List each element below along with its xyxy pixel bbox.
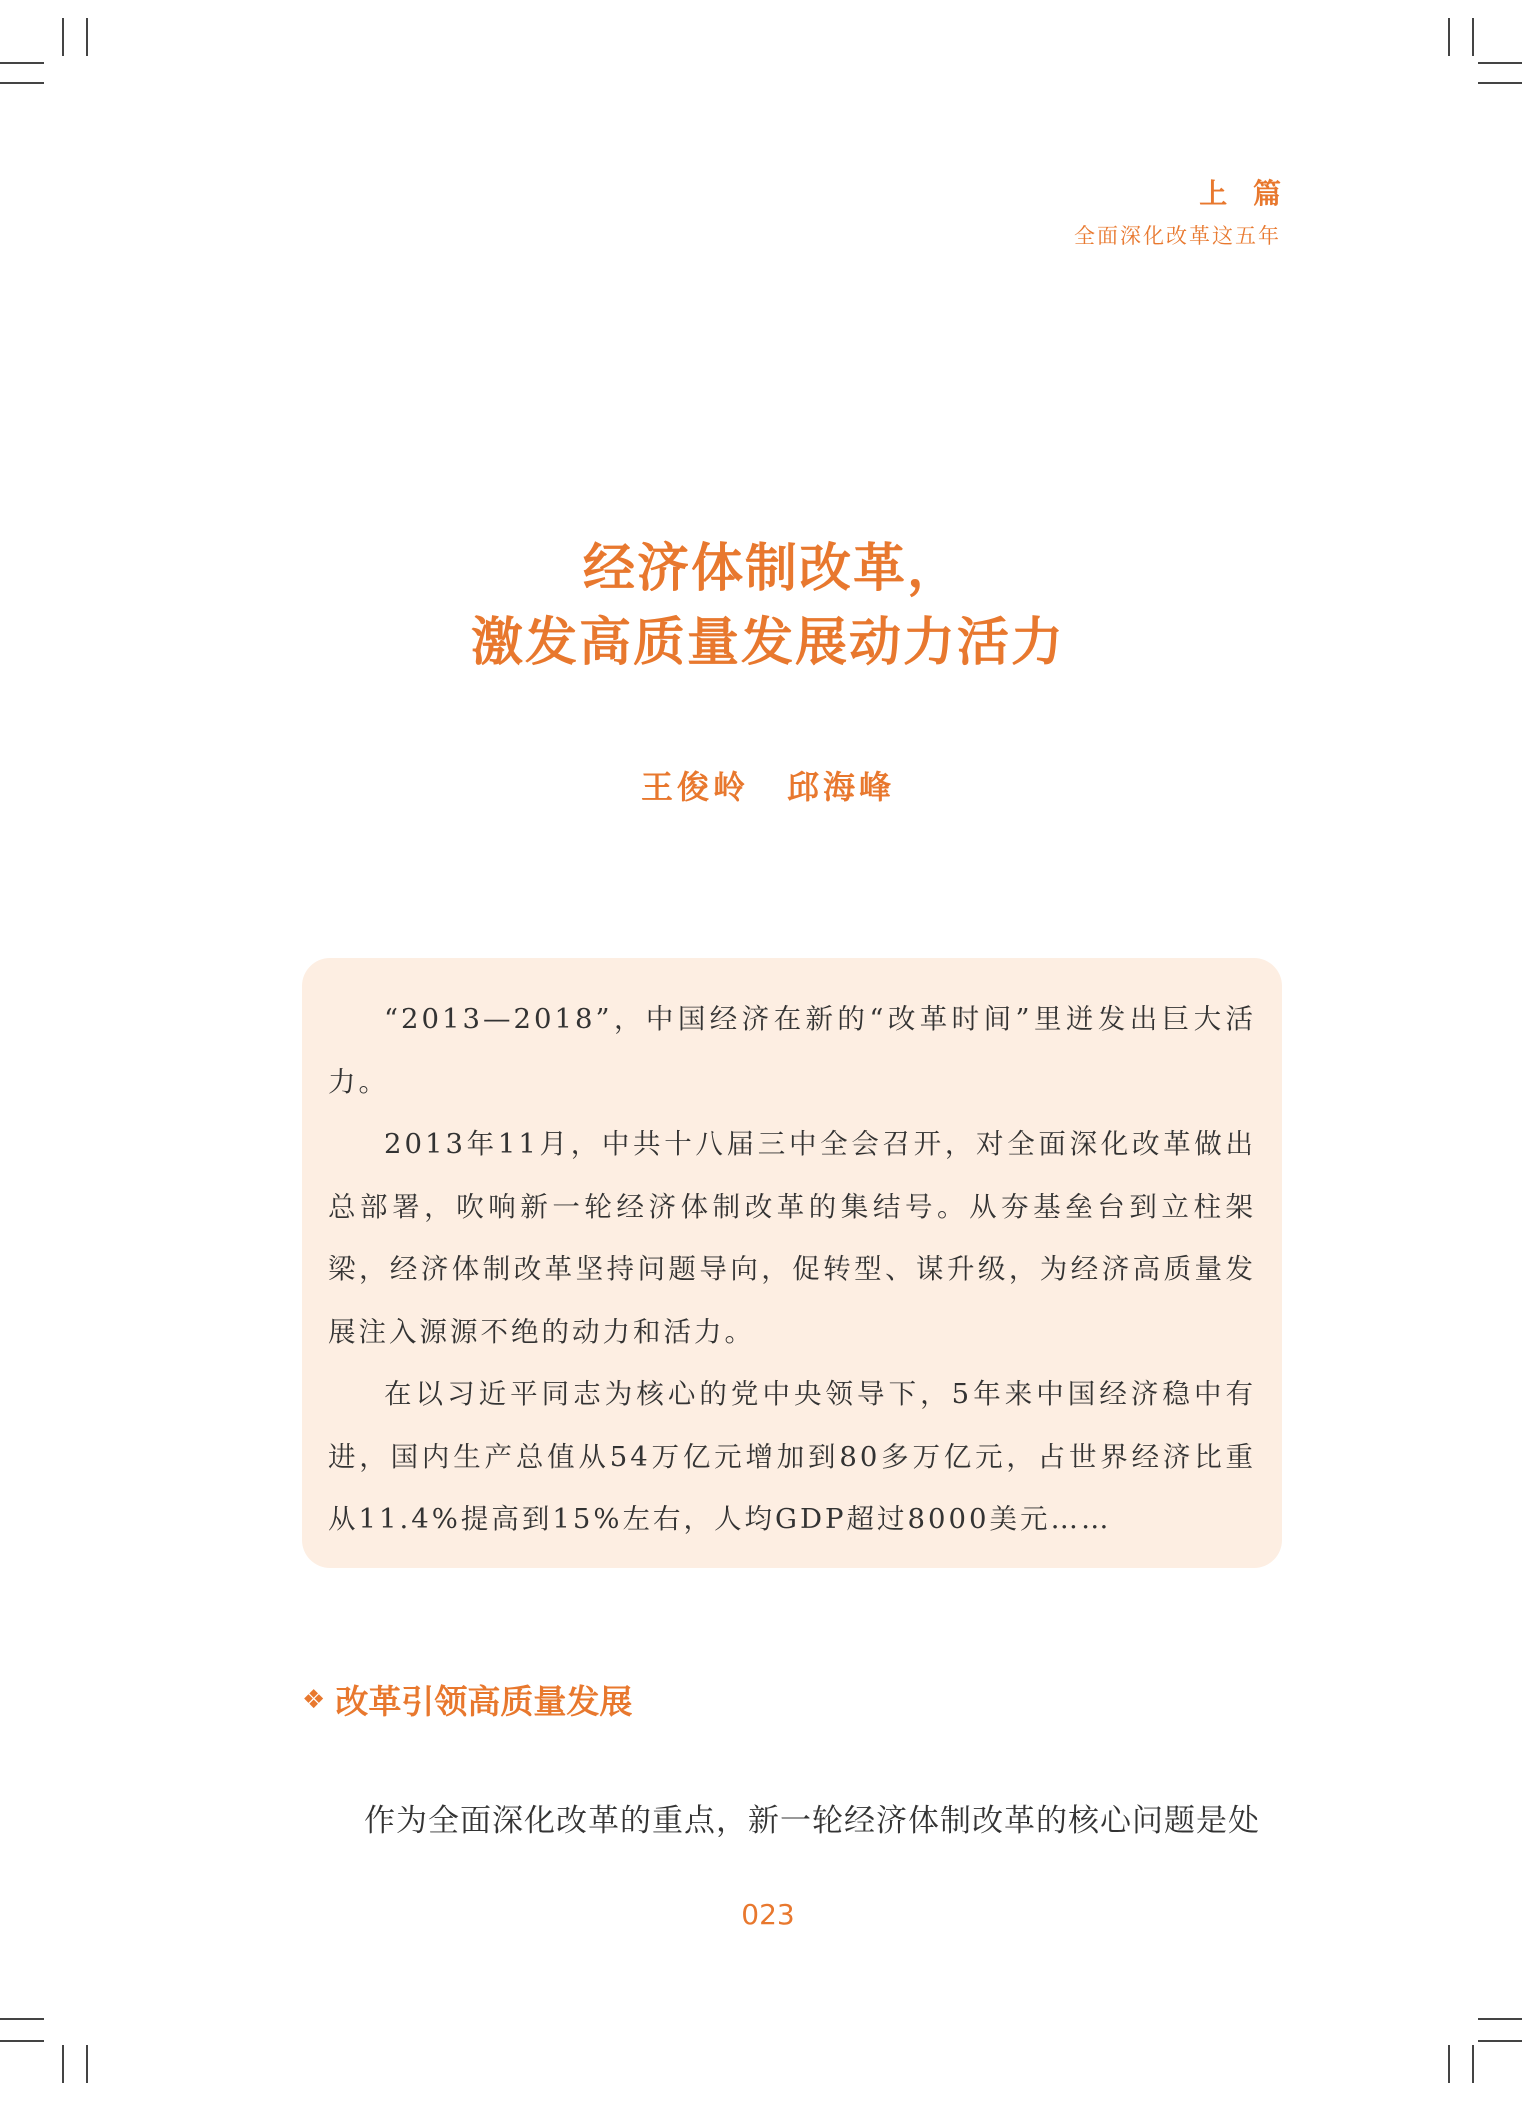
- crop-mark: [62, 18, 64, 56]
- crop-mark: [62, 2045, 64, 2083]
- crop-mark: [86, 2045, 88, 2083]
- part-label: 上 篇: [1199, 177, 1289, 210]
- author-line: [0, 762, 1536, 808]
- crop-mark: [1472, 2045, 1474, 2083]
- page-number: 023: [741, 1898, 795, 1931]
- crop-mark: [1472, 18, 1474, 56]
- crop-mark: [1448, 2045, 1450, 2083]
- crop-mark: [1448, 18, 1450, 56]
- body-paragraph: 作为全面深化改革的重点，新一轮经济体制改革的核心问题是处: [364, 1803, 1260, 1839]
- title-line-2: 激发高质量发展动力活力: [470, 612, 1065, 673]
- running-head: [1074, 172, 1289, 250]
- abstract-paragraph: “2013—2018”，中国经济在新的“改革时间”里迸发出巨大活力。: [328, 1003, 1256, 1098]
- crop-mark: [1478, 2018, 1522, 2020]
- abstract-box: [302, 958, 1282, 1568]
- abstract-paragraph: 在以习近平同志为核心的党中央领导下，5年来中国经济稳中有进，国内生产总值从54万亿元增加到80多万亿元，占世界经济比重从11.4%提高到15%左右，人均GDP超过8000美元……: [328, 1378, 1256, 1535]
- crop-mark: [0, 2018, 44, 2020]
- crop-mark: [1478, 2040, 1522, 2042]
- crop-mark: [1478, 82, 1522, 84]
- crop-mark: [1478, 62, 1522, 64]
- author-name: 王俊岭: [640, 768, 749, 806]
- crop-mark: [0, 62, 44, 64]
- crop-mark: [0, 82, 44, 84]
- crop-mark: [86, 18, 88, 56]
- book-title: 全面深化改革这五年: [1074, 224, 1281, 248]
- author-name: 邱海峰: [787, 768, 896, 806]
- section-heading: [302, 1676, 632, 1723]
- title-line-1: 经济体制改革，: [582, 538, 961, 599]
- abstract-paragraph: 2013年11月，中共十八届三中全会召开，对全面深化改革做出总部署，吹响新一轮经济体制改革的集结号。从夯基垒台到立柱架梁，经济体制改革坚持问题导向，促转型、谋升级，为经济高质量发展注入源源不绝的动力和活力。: [328, 1128, 1256, 1348]
- section-heading-text: 改革引领高质量发展: [335, 1682, 633, 1721]
- diamond-bullet-icon: ❖: [302, 1684, 326, 1715]
- article-title: [0, 532, 1536, 680]
- crop-mark: [0, 2040, 44, 2042]
